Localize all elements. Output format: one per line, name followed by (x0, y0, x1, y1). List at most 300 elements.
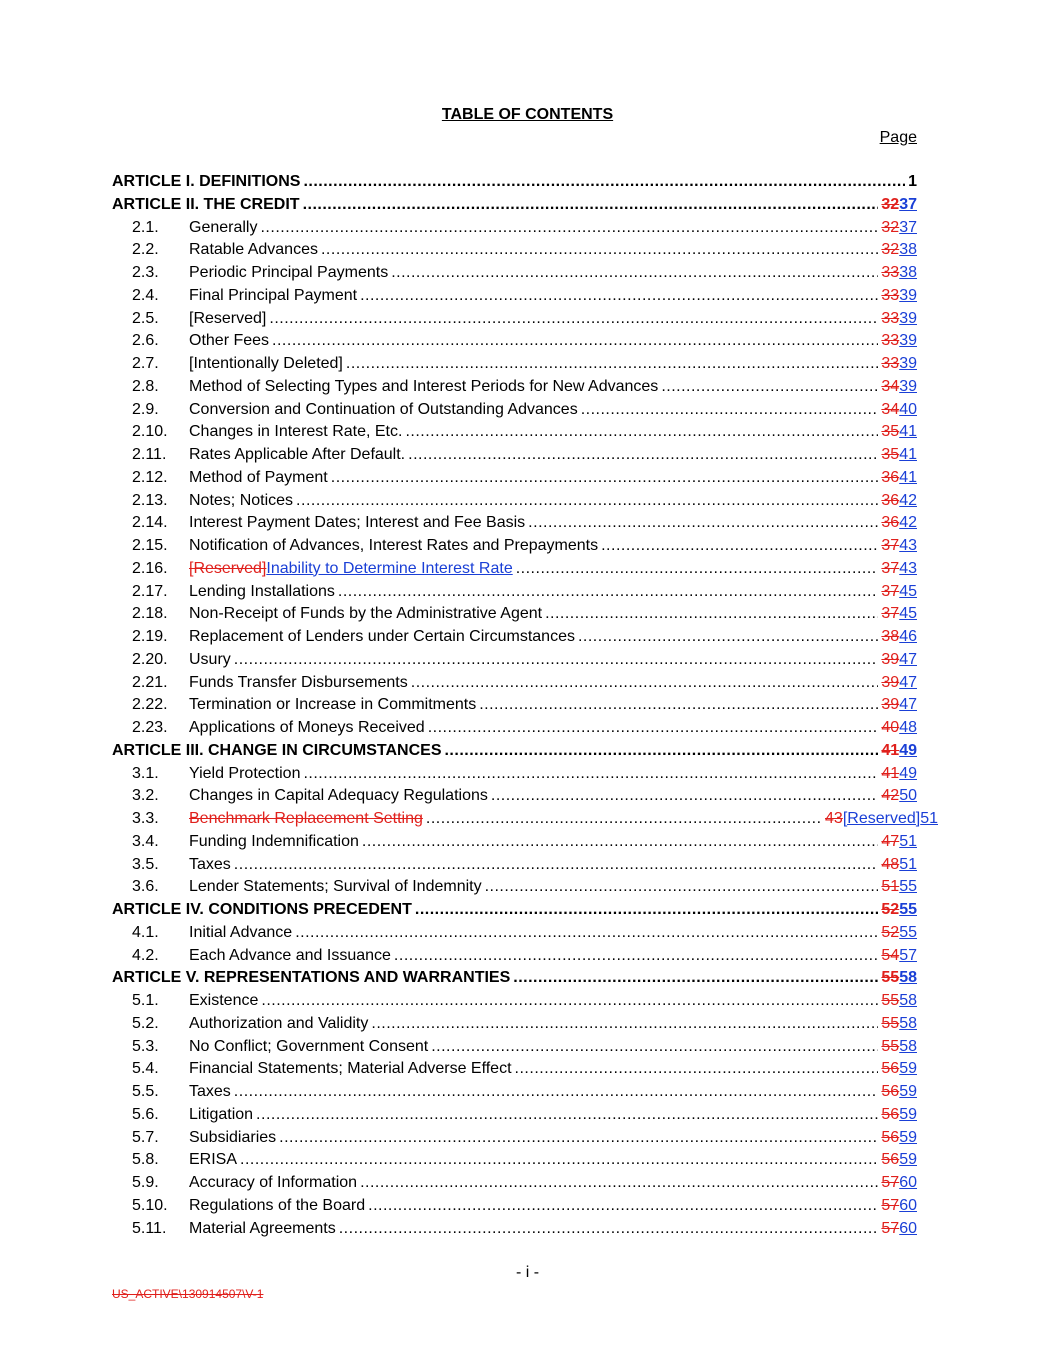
page-reference (881, 649, 917, 671)
entry-title: Each Advance and Issuance (189, 946, 391, 964)
toc-section-entry[interactable] (112, 512, 917, 534)
toc-section-entry[interactable] (112, 490, 917, 512)
dot-leader (338, 581, 879, 603)
page-reference (908, 171, 917, 193)
toc-section-entry[interactable] (112, 1127, 917, 1149)
deleted-page-number: 51 (881, 878, 900, 896)
entry-title: Lending Installations (189, 582, 335, 600)
dot-leader (346, 353, 879, 375)
deleted-page-number: 47 (881, 832, 900, 850)
inserted-page-number: 41 (899, 468, 917, 486)
inserted-page-number: 45 (899, 582, 917, 600)
inserted-page-number: 39 (899, 286, 917, 304)
page-reference (881, 262, 917, 284)
page-reference (881, 922, 917, 944)
inserted-page-number: 41 (899, 423, 917, 441)
toc-section-entry[interactable] (112, 717, 917, 739)
dot-leader (444, 740, 878, 762)
toc-section-entry[interactable] (112, 217, 917, 239)
section-number: 2.3. (132, 264, 159, 281)
page-reference (881, 399, 917, 421)
section-number: 5.10. (132, 1196, 168, 1214)
inserted-page-number: 39 (899, 332, 917, 350)
dot-leader (295, 922, 878, 944)
inserted-page-number: 38 (899, 241, 917, 259)
section-number: 2.19. (132, 628, 168, 645)
toc-section-entry[interactable] (112, 945, 917, 967)
page-reference (881, 376, 917, 398)
toc-section-entry[interactable] (112, 854, 917, 876)
toc-section-entry[interactable] (112, 262, 917, 284)
section-number: 5.6. (132, 1105, 159, 1123)
inserted-page-number: 38 (899, 264, 917, 281)
dot-leader (516, 558, 879, 580)
deleted-page-number: 34 (881, 377, 900, 395)
page-reference (881, 854, 917, 876)
entry-title: Conversion and Continuation of Outstanding Advances (189, 400, 578, 418)
toc-section-entry[interactable] (112, 1172, 917, 1194)
dot-leader (485, 876, 879, 898)
page-number: - i - (515, 1264, 540, 1281)
inserted-page-number: 51 (899, 832, 917, 850)
section-number: 5.4. (132, 1060, 159, 1078)
page-reference (881, 558, 917, 580)
toc-section-entry[interactable] (112, 285, 917, 307)
dot-leader (339, 1218, 879, 1240)
entry-title: Changes in Capital Adequacy Regulations (189, 787, 488, 805)
inserted-page-number: 60 (899, 1174, 917, 1191)
deleted-page-number: 43 (825, 810, 843, 827)
page-reference (825, 808, 938, 830)
toc-section-entry[interactable] (112, 763, 917, 785)
toc-section-entry[interactable] (112, 1149, 917, 1171)
deleted-page-number: 34 (881, 400, 900, 418)
toc-section-entry[interactable] (112, 330, 917, 352)
dot-leader (296, 490, 878, 512)
toc-section-entry[interactable] (112, 1013, 917, 1035)
dot-leader (528, 512, 878, 534)
entry-title: Final Principal Payment (189, 286, 358, 304)
dot-leader (515, 1058, 879, 1080)
dot-leader (491, 785, 879, 807)
toc-section-entry[interactable] (112, 694, 917, 716)
page-reference (881, 740, 917, 762)
entry-title: Taxes (189, 855, 231, 873)
toc-section-entry[interactable] (112, 1104, 917, 1126)
entry-title: Litigation (189, 1105, 254, 1123)
inserted-page-number: 57 (899, 946, 917, 964)
entry-title: Regulations of the Board (189, 1196, 366, 1214)
dot-leader (234, 854, 879, 876)
entry-title: Yield Protection (189, 764, 301, 782)
toc-section-entry[interactable] (112, 467, 917, 489)
document-id: US_ACTIVE\130914507\V-1 (112, 1287, 264, 1301)
section-number: 2.7. (132, 355, 159, 372)
inserted-page-number: 46 (899, 628, 917, 645)
inserted-page-number: 58 (899, 1014, 917, 1032)
inserted-page-number: 51 (899, 855, 917, 873)
inserted-title-text: Inability to Determine Interest Rate (266, 559, 513, 577)
section-number: 2.9. (132, 400, 159, 418)
page-reference (881, 626, 917, 648)
deleted-page-number: 36 (881, 491, 900, 509)
dot-leader (479, 694, 878, 716)
dot-leader (279, 1127, 878, 1149)
deleted-page-number: 37 (881, 537, 900, 554)
page-number-value: 1 (908, 173, 917, 190)
dot-leader (240, 1149, 878, 1171)
toc-section-entry[interactable] (112, 1195, 917, 1217)
section-number: 3.3. (132, 810, 159, 827)
toc-section-entry[interactable] (112, 1081, 917, 1103)
page-reference (881, 1172, 917, 1194)
dot-leader (260, 217, 878, 239)
entry-title: Non-Receipt of Funds by the Administrative Agent (189, 605, 543, 623)
entry-title: Other Fees (189, 332, 270, 350)
inserted-page-number: 48 (899, 719, 917, 736)
toc-article-entry[interactable] (112, 899, 917, 921)
dot-leader (426, 808, 822, 830)
inserted-page-number: 59 (899, 1151, 917, 1169)
section-number: 2.10. (132, 423, 168, 441)
page-reference (881, 1218, 917, 1240)
toc-section-entry[interactable] (112, 603, 917, 625)
inserted-page-number: 45 (899, 605, 917, 623)
entry-title: Applications of Moneys Received (189, 719, 425, 736)
page-reference (881, 512, 917, 534)
page-reference (881, 308, 917, 330)
deleted-page-number: 56 (881, 1060, 900, 1078)
dot-leader (408, 444, 878, 466)
page-reference (881, 763, 917, 785)
inserted-page-number: 47 (899, 696, 917, 714)
page-reference (881, 1013, 917, 1035)
page-reference (881, 490, 917, 512)
entry-title: ARTICLE IV. CONDITIONS PRECEDENT (112, 901, 412, 918)
entry-title: Interest Payment Dates; Interest and Fee Basis (189, 514, 526, 532)
inserted-page-number: 60 (899, 1196, 917, 1214)
entry-title: Termination or Increase in Commitments (189, 696, 477, 714)
section-number: 3.6. (132, 878, 159, 896)
dot-leader (303, 194, 879, 216)
section-number: 3.1. (132, 764, 159, 782)
section-number: 2.23. (132, 719, 168, 736)
page-reference (881, 239, 917, 261)
deleted-page-number: 41 (881, 741, 900, 759)
section-number: 2.13. (132, 491, 168, 509)
dot-leader (371, 1013, 878, 1035)
dot-leader (545, 603, 878, 625)
entry-title: Ratable Advances (189, 241, 318, 259)
entry-title (189, 808, 423, 830)
section-number: 2.2. (132, 241, 159, 259)
entry-title: Method of Payment (189, 468, 328, 486)
toc-title: TABLE OF CONTENTS (441, 106, 614, 123)
dot-leader (513, 967, 878, 989)
section-number: 2.17. (132, 582, 168, 600)
section-number: 2.15. (132, 537, 168, 554)
entry-title: Authorization and Validity (189, 1014, 369, 1032)
section-number: 2.18. (132, 605, 168, 623)
inserted-page-number: 47 (899, 673, 917, 691)
toc-section-entry[interactable] (112, 308, 917, 330)
deleted-page-number: 32 (881, 218, 900, 236)
entry-title: Notes; Notices (189, 491, 294, 509)
dot-leader (368, 1195, 878, 1217)
entry-title: Method of Selecting Types and Interest Periods for New Advances (189, 377, 659, 395)
dot-leader (234, 1081, 879, 1103)
entry-title: ARTICLE I. DEFINITIONS (112, 173, 301, 190)
inserted-page-number: 39 (899, 377, 917, 395)
section-number: 4.1. (132, 923, 159, 941)
section-number: 5.11. (132, 1219, 167, 1237)
section-number: 2.5. (132, 309, 159, 327)
toc-article-entry[interactable] (112, 967, 917, 989)
deleted-page-number: 33 (881, 332, 900, 350)
deleted-page-number: 42 (881, 787, 900, 805)
section-number: 2.8. (132, 377, 159, 395)
toc-section-entry[interactable] (112, 649, 917, 671)
dot-leader (581, 399, 879, 421)
toc-article-entry[interactable] (112, 740, 917, 762)
dot-leader (360, 1172, 878, 1194)
deleted-page-number: 33 (881, 355, 900, 372)
toc-section-entry[interactable] (112, 1058, 917, 1080)
entry-title: Usury (189, 650, 231, 668)
section-number: 2.1. (132, 218, 159, 236)
dot-leader (360, 285, 878, 307)
entry-title: [Reserved] (189, 309, 267, 327)
toc-section-entry[interactable] (112, 808, 938, 830)
dot-leader (261, 990, 878, 1012)
deleted-title-text: [Reserved] (189, 559, 267, 577)
inserted-page-number: 42 (899, 514, 917, 532)
entry-title: Lender Statements; Survival of Indemnity (189, 878, 482, 896)
toc-article-entry[interactable] (112, 171, 917, 193)
section-number: 5.7. (132, 1128, 159, 1146)
page-reference (881, 990, 917, 1012)
inserted-page-number: 49 (899, 764, 917, 782)
entry-title: Changes in Interest Rate, Etc. (189, 423, 403, 441)
inserted-page-number: 50 (899, 787, 917, 805)
section-number: 2.11. (132, 446, 167, 463)
inserted-page-number: 58 (899, 969, 917, 987)
section-number: 5.3. (132, 1037, 159, 1055)
deleted-page-number: 48 (881, 855, 900, 873)
inserted-page-number: 40 (899, 400, 917, 418)
deleted-page-number: 39 (881, 673, 900, 691)
dot-leader (256, 1104, 878, 1126)
page-reference (881, 1058, 917, 1080)
page-reference (881, 967, 917, 989)
entry-title: Initial Advance (189, 923, 293, 941)
dot-leader (415, 899, 879, 921)
deleted-page-number: 55 (881, 969, 900, 987)
dot-leader (331, 467, 879, 489)
section-number: 3.2. (132, 787, 159, 805)
deleted-page-number: 56 (881, 1083, 900, 1100)
toc-section-entry[interactable] (112, 876, 917, 898)
deleted-page-number: 56 (881, 1105, 900, 1123)
dot-leader (394, 945, 878, 967)
entry-title: ERISA (189, 1151, 238, 1169)
toc-section-entry[interactable] (112, 831, 917, 853)
toc-section-entry[interactable] (112, 376, 917, 398)
deleted-page-number: 55 (881, 1014, 900, 1032)
deleted-page-number: 35 (881, 423, 900, 441)
section-number: 5.9. (132, 1174, 159, 1191)
page-reference (881, 1036, 917, 1058)
entry-title: Taxes (189, 1083, 231, 1100)
deleted-page-number: 41 (881, 764, 900, 782)
toc-section-entry[interactable] (112, 626, 917, 648)
deleted-page-number: 52 (881, 923, 900, 941)
page-reference (881, 285, 917, 307)
dot-leader (661, 376, 878, 398)
deleted-page-number: 33 (881, 264, 900, 281)
inserted-page-number: 59 (899, 1060, 917, 1078)
dot-leader (321, 239, 878, 261)
inserted-page-number: 59 (899, 1128, 917, 1146)
page-reference (881, 831, 917, 853)
page-reference (881, 535, 917, 557)
entry-title (189, 558, 513, 580)
deleted-page-number: 39 (881, 650, 900, 668)
inserted-page-number: 58 (899, 992, 917, 1009)
entry-title: Funding Indemnification (189, 832, 359, 850)
dot-leader (391, 262, 878, 284)
section-number: 2.6. (132, 332, 159, 350)
toc-section-entry[interactable] (112, 581, 917, 603)
dot-leader (411, 672, 879, 694)
toc-section-entry[interactable] (112, 535, 917, 557)
deleted-page-number: 39 (881, 696, 900, 714)
entry-title: Replacement of Lenders under Certain Circumstances (189, 628, 575, 645)
inserted-page-number: 43 (899, 537, 917, 554)
toc-article-entry[interactable] (112, 194, 917, 216)
page-reference (881, 330, 917, 352)
page-reference (881, 1104, 917, 1126)
toc-section-entry[interactable] (112, 421, 917, 443)
entry-title: Periodic Principal Payments (189, 264, 389, 281)
toc-section-entry[interactable] (112, 558, 917, 580)
page-reference (881, 581, 917, 603)
toc-section-entry[interactable] (112, 1218, 917, 1240)
inserted-page-number: 37 (899, 218, 917, 236)
inserted-title-text: [Reserved] (842, 810, 921, 827)
deleted-page-number: 37 (881, 559, 900, 577)
section-number: 2.14. (132, 514, 168, 532)
toc-section-entry[interactable] (112, 922, 917, 944)
toc-section-entry[interactable] (112, 353, 917, 375)
entry-title: Financial Statements; Material Adverse Effect (189, 1060, 512, 1078)
page-reference (881, 1081, 917, 1103)
inserted-page-number: 60 (899, 1219, 917, 1237)
entry-title: Notification of Advances, Interest Rates and Prepayments (189, 537, 599, 554)
dot-leader (303, 763, 878, 785)
section-number: 2.16. (132, 559, 168, 577)
toc-section-entry[interactable] (112, 444, 917, 466)
inserted-page-number: 59 (899, 1083, 917, 1100)
deleted-page-number: 38 (881, 628, 900, 645)
toc-section-entry[interactable] (112, 239, 917, 261)
page-reference (881, 1149, 917, 1171)
section-number: 2.22. (132, 696, 168, 714)
entry-title: Rates Applicable After Default. (189, 446, 406, 463)
deleted-title-text: Benchmark Replacement Setting (189, 810, 423, 827)
entry-title: ARTICLE III. CHANGE IN CIRCUMSTANCES (112, 741, 442, 759)
page-reference (881, 353, 917, 375)
inserted-page-number: 42 (899, 491, 917, 509)
entry-title: Existence (189, 992, 259, 1009)
entry-title: Subsidiaries (189, 1128, 277, 1146)
inserted-page-number: 41 (899, 446, 917, 463)
dot-leader (362, 831, 879, 853)
section-number: 5.5. (132, 1083, 159, 1100)
page-reference (881, 1127, 917, 1149)
page-reference (881, 945, 917, 967)
deleted-page-number: 37 (881, 582, 900, 600)
entry-title: Accuracy of Information (189, 1174, 358, 1191)
page-reference (881, 603, 917, 625)
entry-title: Funds Transfer Disbursements (189, 673, 408, 691)
inserted-page-number: 43 (899, 559, 917, 577)
entry-title: ARTICLE V. REPRESENTATIONS AND WARRANTIES (112, 969, 511, 987)
page-reference (881, 899, 917, 921)
entry-title: ARTICLE II. THE CREDIT (112, 195, 300, 213)
inserted-page-number: 39 (899, 309, 917, 327)
deleted-page-number: 37 (881, 605, 900, 623)
page-reference (881, 694, 917, 716)
inserted-page-number: 37 (899, 195, 917, 213)
deleted-page-number: 33 (881, 286, 900, 304)
dot-leader (601, 535, 878, 557)
section-number: 3.4. (132, 832, 159, 850)
inserted-page-number: 55 (899, 878, 917, 896)
entry-title: [Intentionally Deleted] (189, 355, 343, 372)
dot-leader (578, 626, 878, 648)
dot-leader (405, 421, 878, 443)
deleted-page-number: 33 (881, 309, 900, 327)
toc-section-entry[interactable] (112, 785, 917, 807)
toc-section-entry[interactable] (112, 672, 917, 694)
inserted-page-number: 51 (920, 810, 938, 827)
page-reference (881, 672, 917, 694)
page-reference (881, 444, 917, 466)
section-number: 2.12. (132, 468, 168, 486)
toc-section-entry[interactable] (112, 1036, 917, 1058)
section-number: 2.21. (132, 673, 168, 691)
deleted-page-number: 36 (881, 514, 900, 532)
page-reference (881, 717, 917, 739)
deleted-page-number: 57 (881, 1174, 900, 1191)
section-number: 4.2. (132, 946, 159, 964)
deleted-page-number: 32 (881, 241, 900, 259)
inserted-page-number: 58 (899, 1037, 917, 1055)
inserted-page-number: 39 (899, 355, 917, 372)
section-number: 2.20. (132, 650, 168, 668)
deleted-page-number: 40 (881, 719, 900, 736)
entry-title: Generally (189, 218, 258, 236)
toc-section-entry[interactable] (112, 990, 917, 1012)
page-reference (881, 217, 917, 239)
page-reference (881, 194, 917, 216)
deleted-page-number: 55 (881, 1037, 900, 1055)
deleted-page-number: 52 (881, 901, 900, 918)
toc-section-entry[interactable] (112, 399, 917, 421)
deleted-page-number: 56 (881, 1128, 900, 1146)
entry-title: Material Agreements (189, 1219, 336, 1237)
